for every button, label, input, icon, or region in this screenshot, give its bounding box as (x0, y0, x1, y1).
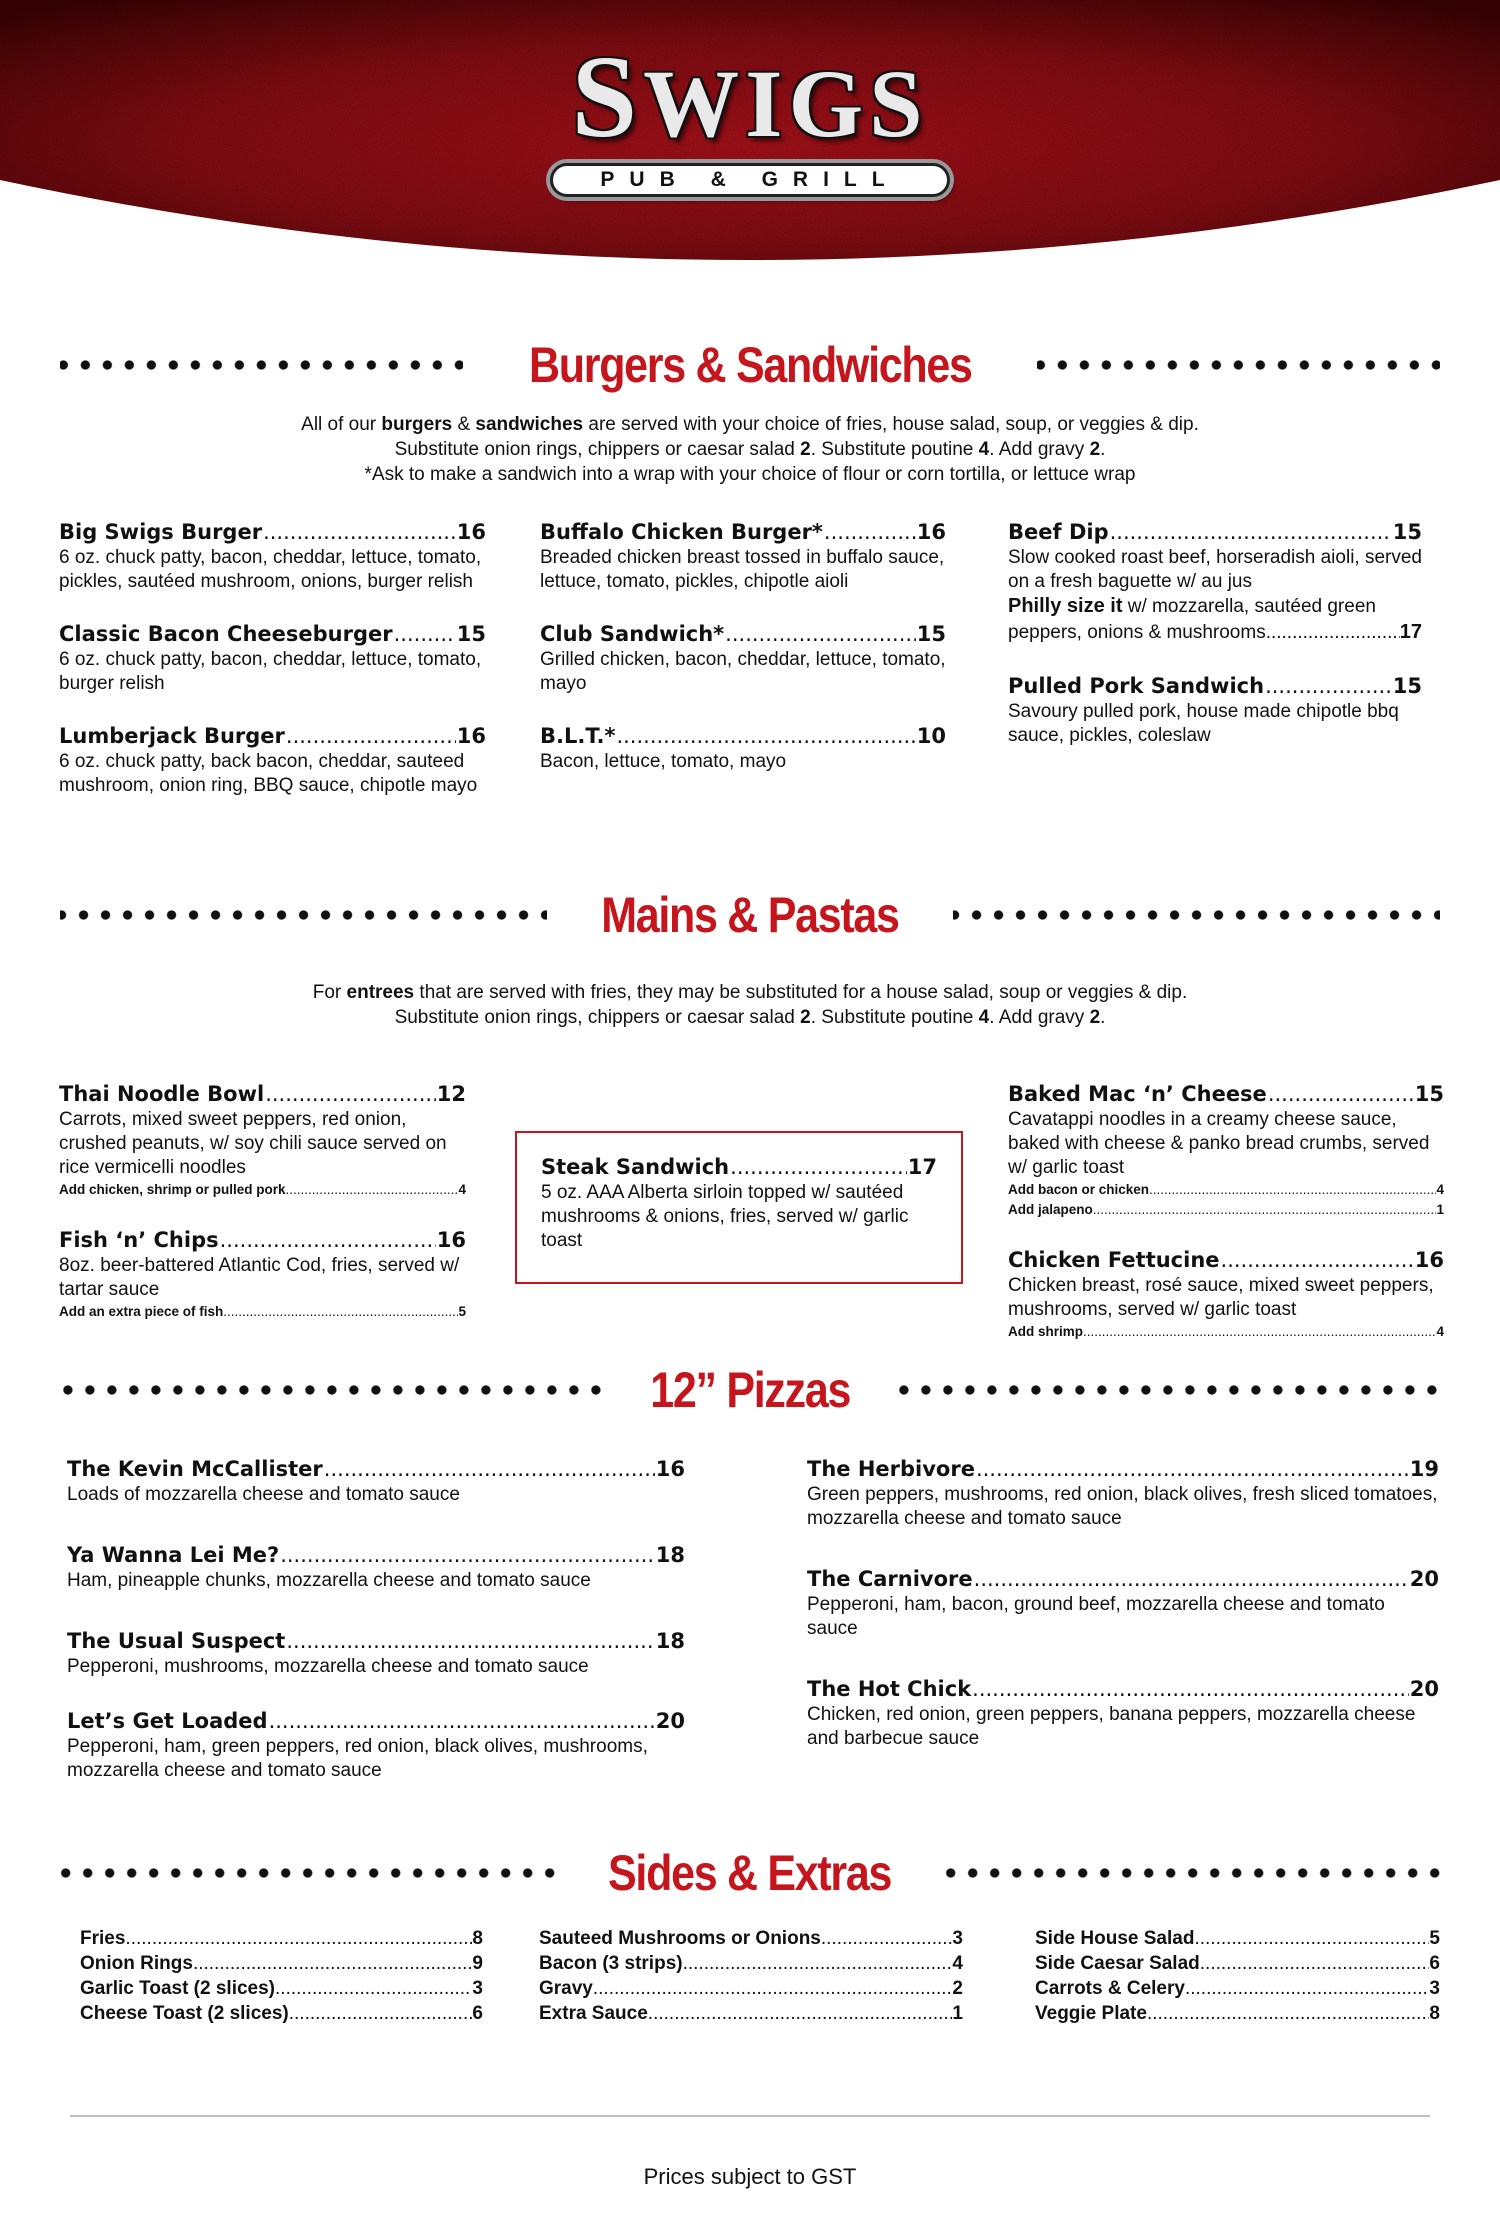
item-name: Lumberjack Burger (59, 724, 285, 748)
item-description: Pepperoni, ham, bacon, ground beef, mozzarella cheese and tomato sauce (807, 1594, 1385, 1639)
item-price: 15 (1414, 1082, 1444, 1106)
item-name: Beef Dip (1008, 520, 1109, 544)
item-addon: Add bacon or chicken ..... 4 (1008, 1180, 1444, 1200)
section-title: Sides & Extras (608, 1845, 892, 1901)
side-item: Sauteed Mushrooms or Onions ..... 3 (539, 1926, 963, 1951)
item-price: 16 (436, 1228, 466, 1252)
item-name: Steak Sandwich (541, 1155, 730, 1179)
menu-item (67, 1627, 685, 1679)
item-description: Loads of mozzarella cheese and tomato sauce (67, 1484, 460, 1505)
item-name: Chicken Fettucine (1008, 1248, 1220, 1272)
logo (0, 31, 1500, 197)
mains-intro: For entrees that are served with fries, they may be substituted for a house salad, soup or veggies & dip. Substitute onion rings, chippers or caesar salad 2. Substitute poutine 4. Add gravy 2. (312, 982, 1188, 1028)
item-addon: Add shrimp ..... 4 (1008, 1322, 1444, 1342)
side-item: Carrots & Celery ..... 3 (1035, 1976, 1440, 2001)
item-description: Bacon, lettuce, tomato, mayo (540, 751, 787, 772)
item-addon: Add an extra piece of fish ..... 5 (59, 1302, 466, 1322)
item-price: 20 (655, 1709, 685, 1733)
burgers-column-3 (1008, 518, 1422, 774)
menu-item (59, 1226, 466, 1322)
item-description: Carrots, mixed sweet peppers, red onion, crushed peanuts, w/ soy chili sauce served on rice vermicelli noodles (59, 1109, 447, 1178)
item-description: Pepperoni, ham, green peppers, red onion, black olives, mushrooms, mozzarella cheese and tomato sauce (67, 1736, 648, 1781)
footer-divider (70, 2115, 1430, 2117)
burgers-column-1 (59, 518, 486, 824)
mains-column-3 (1008, 1080, 1444, 1368)
header-banner (0, 0, 1500, 300)
menu-item (67, 1707, 685, 1783)
side-item: Onion Rings ..... 9 (80, 1951, 483, 1976)
item-name: Baked Mac ‘n’ Cheese (1008, 1082, 1267, 1106)
side-item: Side House Salad ..... 5 (1035, 1926, 1440, 1951)
side-item: Veggie Plate ..... 8 (1035, 2001, 1440, 2026)
item-description: 6 oz. chuck patty, bacon, cheddar, lettuce, tomato, burger relish (59, 649, 482, 694)
item-price: 17 (907, 1155, 937, 1179)
menu-item (807, 1565, 1439, 1641)
sides-column-2 (539, 1926, 963, 2026)
item-addon: Add jalapeno ..... 1 (1008, 1200, 1444, 1220)
dot-divider (60, 1384, 604, 1396)
item-description: Slow cooked roast beef, horseradish aioli, served on a fresh baguette w/ au jus (1008, 547, 1423, 592)
menu-item (59, 722, 486, 798)
item-upgrade: Philly size it w/ mozzarella, sautéed green (1008, 595, 1376, 617)
burgers-intro: All of our burgers & sandwiches are served with your choice of fries, house salad, soup, or veggies & dip. Substitute onion rings, chippers or caesar salad 2. Substitute poutine 4. Add gravy 2. *Ask to make a sandwich into a wrap with your choice of flour or corn tortilla, or lettuce wrap (301, 414, 1199, 485)
item-name: The Carnivore (807, 1567, 973, 1591)
item-price: 15 (916, 622, 946, 646)
menu-item (540, 620, 946, 696)
item-name: Fish ‘n’ Chips (59, 1228, 219, 1252)
item-price: 20 (1409, 1567, 1439, 1591)
item-name: The Usual Suspect (67, 1629, 286, 1653)
menu-item (67, 1455, 685, 1507)
side-item: Fries ..... 8 (80, 1926, 483, 1951)
item-name: Club Sandwich* (540, 622, 725, 646)
item-name: The Hot Chick (807, 1677, 972, 1701)
item-price: 18 (655, 1629, 685, 1653)
item-name: The Herbivore (807, 1457, 975, 1481)
side-item: Cheese Toast (2 slices) ..... 6 (80, 2001, 483, 2026)
item-description: 6 oz. chuck patty, back bacon, cheddar, sauteed mushroom, onion ring, BBQ sauce, chipotle mayo (59, 751, 478, 796)
logo-subtitle: PUB & GRILL (550, 163, 950, 197)
menu-item (1008, 1246, 1444, 1342)
dot-divider (60, 1867, 555, 1879)
item-description: Green peppers, mushrooms, red onion, black olives, fresh sliced tomatoes, mozzarella cheese and tomato sauce (807, 1484, 1438, 1529)
section-title: Mains & Pastas (601, 887, 899, 943)
item-addon: Add chicken, shrimp or pulled pork ..... 4 (59, 1180, 466, 1200)
item-price: 15 (456, 622, 486, 646)
item-description: 5 oz. AAA Alberta sirloin topped w/ sautéed mushrooms & onions, fries, served w/ garlic toast (541, 1182, 909, 1251)
side-item: Side Caesar Salad ..... 6 (1035, 1951, 1440, 1976)
item-description: Chicken, red onion, green peppers, banana peppers, mozzarella cheese and barbecue sauce (807, 1704, 1416, 1749)
side-item: Extra Sauce ..... 1 (539, 2001, 963, 2026)
item-name: Pulled Pork Sandwich (1008, 674, 1265, 698)
item-name: Classic Bacon Cheeseburger (59, 622, 393, 646)
dot-divider (945, 1867, 1440, 1879)
item-price: 15 (1392, 520, 1422, 544)
item-price: 16 (456, 724, 486, 748)
menu-item (1008, 672, 1422, 748)
item-price: 10 (916, 724, 946, 748)
section-heading-burgers (60, 330, 1440, 400)
item-price: 15 (1392, 674, 1422, 698)
menu-item (59, 518, 486, 594)
item-description: 8oz. beer-battered Atlantic Cod, fries, served w/ tartar sauce (59, 1255, 460, 1300)
item-name: Ya Wanna Lei Me? (67, 1543, 280, 1567)
section-heading-mains (60, 880, 1440, 950)
menu-item (59, 620, 486, 696)
featured-item-box (515, 1131, 963, 1284)
item-price: 18 (655, 1543, 685, 1567)
item-name: B.L.T.* (540, 724, 616, 748)
item-description: Breaded chicken breast tossed in buffalo sauce, lettuce, tomato, pickles, chipotle aioli (540, 547, 945, 592)
menu-item (807, 1455, 1439, 1531)
item-description: Savoury pulled pork, house made chipotle bbq sauce, pickles, coleslaw (1008, 701, 1399, 746)
side-item: Garlic Toast (2 slices) ..... 3 (80, 1976, 483, 2001)
logo-wordmark: SWIGS (571, 31, 929, 162)
menu-item (67, 1541, 685, 1593)
item-description: Chicken breast, rosé sauce, mixed sweet peppers, mushrooms, served w/ garlic toast (1008, 1275, 1434, 1320)
item-upgrade-price-row: peppers, onions & mushrooms ..... 17 (1008, 619, 1422, 646)
menu-item (1008, 1080, 1444, 1220)
item-name: The Kevin McCallister (67, 1457, 323, 1481)
item-price: 17 (1399, 621, 1422, 643)
side-item: Gravy ..... 2 (539, 1976, 963, 2001)
section-heading-sides (60, 1838, 1440, 1908)
section-title: 12” Pizzas (650, 1362, 850, 1418)
footer-note: Prices subject to GST (643, 2164, 857, 2189)
sides-column-3 (1035, 1926, 1440, 2026)
item-price: 19 (1409, 1457, 1439, 1481)
sides-column-1 (80, 1926, 483, 2026)
item-price: 16 (916, 520, 946, 544)
item-name: Buffalo Chicken Burger* (540, 520, 823, 544)
dot-divider (60, 909, 547, 921)
side-item: Bacon (3 strips) ..... 4 (539, 1951, 963, 1976)
burgers-column-2 (540, 518, 946, 800)
item-name: Let’s Get Loaded (67, 1709, 268, 1733)
item-description: Cavatappi noodles in a creamy cheese sauce, baked with cheese & panko bread crumbs, served w/ garlic toast (1008, 1109, 1430, 1178)
section-title: Burgers & Sandwiches (528, 337, 972, 393)
menu-item (807, 1675, 1439, 1751)
item-price: 16 (655, 1457, 685, 1481)
mains-column-1 (59, 1080, 466, 1348)
item-price: 16 (1414, 1248, 1444, 1272)
pizzas-column-1 (67, 1455, 685, 1809)
menu-item (1008, 518, 1422, 646)
item-description: Grilled chicken, bacon, cheddar, lettuce, tomato, mayo (540, 649, 946, 694)
menu-item (540, 722, 946, 774)
section-heading-pizzas (60, 1355, 1440, 1425)
pizzas-column-2 (807, 1455, 1439, 1777)
item-description: Pepperoni, mushrooms, mozzarella cheese and tomato sauce (67, 1656, 589, 1677)
menu-item (540, 518, 946, 594)
dot-divider (1037, 359, 1440, 371)
menu-item (59, 1080, 466, 1200)
item-price: 12 (436, 1082, 466, 1106)
dot-divider (60, 359, 463, 371)
dot-divider (896, 1384, 1440, 1396)
item-price: 20 (1409, 1677, 1439, 1701)
dot-divider (953, 909, 1440, 921)
item-description: Ham, pineapple chunks, mozzarella cheese and tomato sauce (67, 1570, 591, 1591)
item-name: Thai Noodle Bowl (59, 1082, 265, 1106)
item-price: 16 (456, 520, 486, 544)
item-name: Big Swigs Burger (59, 520, 263, 544)
item-description: 6 oz. chuck patty, bacon, cheddar, lettuce, tomato, pickles, sautéed mushroom, onions, burger relish (59, 547, 482, 592)
